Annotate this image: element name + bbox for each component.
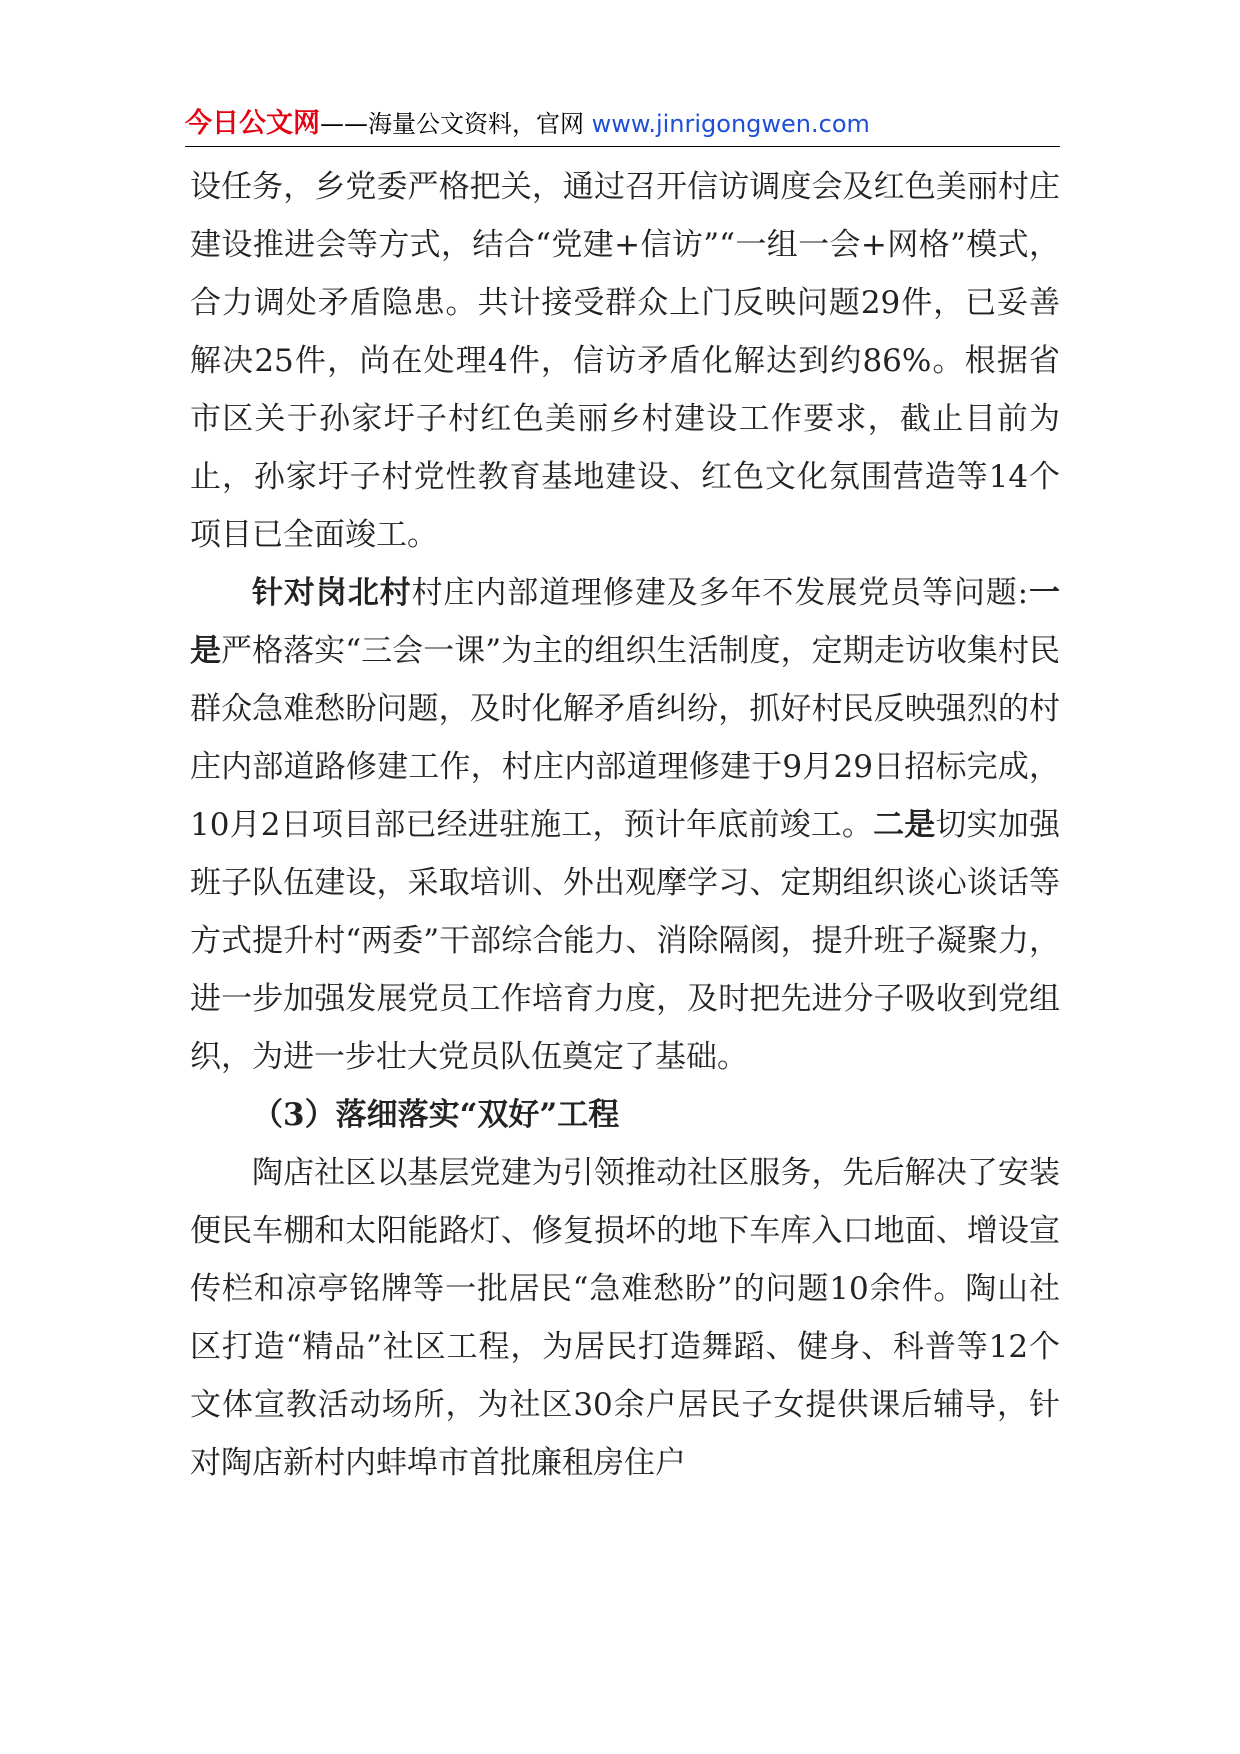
- point-one-label: 一是: [190, 575, 1060, 669]
- header-divider: [185, 146, 1060, 147]
- header-dash: ——: [320, 110, 368, 138]
- site-brand: 今日公文网: [185, 108, 320, 139]
- site-header: [185, 104, 1060, 144]
- site-url-link[interactable]: www.jinrigongwen.com: [591, 110, 870, 138]
- paragraph-2-lead: 针对岗北村: [252, 575, 412, 611]
- paragraph-3: 陶店社区以基层党建为引领推动社区服务，先后解决了安装便民车棚和太阳能路灯、修复损坏的地下车库入口地面、增设宣传栏和凉亭铭牌等一批居民“急难愁盼”的问题10余件。陶山社区打造“精品”社区工程，为居民打造舞蹈、健身、科普等12个文体宣教活动场所，为社区30余户居民子女提供课后辅导，针对陶店新村内蚌埠市首批廉租房住户: [190, 1155, 1060, 1481]
- site-tagline: 海量公文资料，官网: [368, 110, 592, 138]
- paragraph-2-text-3: 切实加强班子队伍建设，采取培训、外出观摩学习、定期组织谈心谈话等方式提升村“两委”干部综合能力、消除隔阂，提升班子凝聚力，进一步加强发展党员工作培育力度，及时把先进分子吸收到党组织，为进一步壮大党员队伍奠定了基础。: [190, 807, 1061, 1075]
- document-body: [190, 158, 1060, 1492]
- paragraph-2: [190, 564, 1060, 1086]
- section-heading-3: （3）落细落实“双好”工程: [252, 1097, 620, 1133]
- paragraph-2-text-1: 村庄内部道理修建及多年不发展党员等问题:: [411, 575, 1029, 611]
- paragraph-2-text-2: 严格落实“三会一课”为主的组织生活制度，定期走访收集村民群众急难愁盼问题，及时化解矛盾纠纷，抓好村民反映强烈的村庄内部道路修建工作，村庄内部道理修建于9月29日招标完成，10月2日项目部已经进驻施工，预计年底前竣工。: [190, 633, 1060, 843]
- point-two-label: 二是: [873, 807, 936, 843]
- paragraph-1: 设任务，乡党委严格把关，通过召开信访调度会及红色美丽村庄建设推进会等方式，结合“党建+信访”“一组一会+网格”模式，合力调处矛盾隐患。共计接受群众上门反映问题29件，已妥善解决25件，尚在处理4件，信访矛盾化解达到约86%。根据省市区关于孙家圩子村红色美丽乡村建设工作要求，截止目前为止，孙家圩子村党性教育基地建设、红色文化氛围营造等14个项目已全面竣工。: [190, 169, 1060, 553]
